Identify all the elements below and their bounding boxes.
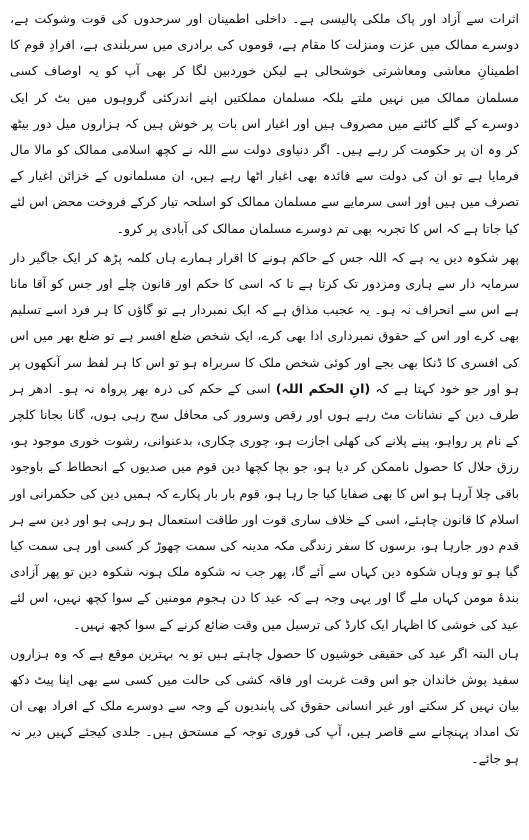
paragraph-1-text: اثرات سے آزاد اور پاک ملکی پالیسی ہے۔ داخلی اطمینان اور سرحدوں کی قوت وشوکت ہے، دوسرے ممالک میں عزت ومنزلت کا مقام ہے، قوموں کی برادری میں سربلندی ہے، افرادِ قوم کا اطمینانِ معاشی ومعاشرتی خوشحالی ہے لیکن خوردبین لگا کر بھی آپ کو یہ اوصاف کسی مسلمان ممالک میں نہیں ملتے بلکہ مسلمان مملکتیں اپنے اندرکئی گروہوں میں بٹ کر ایک دوسرے کے گلے کاٹنے میں مصروف ہیں اور اغیار اس بات پر خوش ہیں کہ ہزاروں میل دور بیٹھ کر وہ ان پر حکومت کر رہے ہیں۔ اگر دنیاوی دولت سے اللہ نے کچھ اسلامی ممالک کو مالا مال فرمایا ہے تو ان کی دولت سے فائدہ بھی اغیار اٹھا رہے ہیں، ان مسلمانوں کے خزائن اغیار کے تصرف میں ہیں اور اسی سرمایے سے مسلمان ممالک کو اسلحہ تیار کرکے فروخت محض اس لئے کیا جاتا ہے کہ اس کا تجربہ بھی تم دوسرے مسلمان ممالک کی آبادی پر کرو۔: [10, 11, 519, 236]
article-paragraph-3: [10, 641, 519, 772]
article-paragraph-1: [10, 6, 519, 242]
paragraph-3-text: ہاں البتہ اگر عید کی حقیقی خوشیوں کا حصول چاہتے ہیں تو یہ بہترین موقع ہے کہ وہ ہزاروں سفید پوش خاندان جو اس وقت غربت اور فاقہ کشی کی حالت میں کسی سے بھی اپنا پیٹ دکھ بیان نہیں کر سکتے اور غیر انسانی حقوق کی پابندیوں کے وجہ سے دوسرے ملک کے افراد بھی ان تک امداد پہنچانے سے قاصر ہیں، آپ کی فوری توجہ کے مستحق ہیں۔ جلدی کیجئے کہیں دیر نہ ہو جائے۔: [10, 645, 519, 766]
paragraph-2-text-before: پھر شکوہ دیں یہ ہے کہ اللہ جس کے حاکم ہونے کا اقرار ہمارے ہاں کلمہ پڑھ کر ایک جاگیر دار سرمایہ دار سے ہاری ومزدور تک کرتا ہے تا کہ اسی کا حکم اور قانون چلے اور جس کو آقا مانا ہے اس سے انحراف نہ ہو۔ یہ عجیب مذاق ہے کہ ایک نمبردار ہے تو گاؤں کا ہر فرد اسے تسلیم بھی کرے اور اس کے حقوق نمبرداری ادا بھی کرے، ایک شخص ضلع افسر ہے تو ضلع بھر میں اس کی افسری کا ڈنکا بھی بجے اور کوئی شخص ملک کا سربراہ ہو تو اس کا ہر لفظ سر آنکھوں پر ہو اور جو خود کہتا ہے کہ: [10, 249, 519, 396]
article-paragraph-2: [10, 245, 519, 638]
quranic-phrase: (انِ الحکم اللہ): [275, 380, 371, 396]
paragraph-2-text-after: اسی کے حکم کی ذرہ بھر پرواہ نہ ہو۔ ادھر ہر طرف دین کے نشانات مٹ رہے ہوں اور رقص وسرور کی محافل سج رہی ہوں، گانا بجانا کلچر کے نام پر رواہو، پینے پلانے کی کھلی اجازت ہو، چوری چکاری، بدعنوانی، رشوت خوری موجود ہو، رزق حلال کا حصول ناممکن کر دیا ہو، جو بچا کچھا دین قوم میں صدیوں کے انحطاط کے باوجود باقی چلا آرہا ہو اس کا بھی صفایا کیا جا رہا ہو، قوم بار بار پکارے کہ ہمیں دین کی حکمرانی اور اسلام کا قانون چاہئے، اسی کے خلاف ساری قوت اور طاقت استعمال ہو رہی ہو اور دین سے ہر قدم دور جارہا ہو، برسوں کا سفر زندگی مکہ مدینہ کی سمت چھوڑ کر کسی اور ہی سمت کیا گیا ہو تو وہاں شکوہ دین کہاں سے آئے گا، پھر جب نہ شکوہ ملک ہونہ شکوہ دین تو پھر آزادی بندۂ مومن کہاں ملے گا اور یہی وجہ ہے کہ عید کا دن ہجوم مومنین کے سوا کچھ نہیں، اس لئے عید کی خوشی کا اظہار ایک کارڈ کی ترسیل میں وقت ضائع کرنے کے سوا کچھ نہیں۔: [10, 380, 519, 632]
